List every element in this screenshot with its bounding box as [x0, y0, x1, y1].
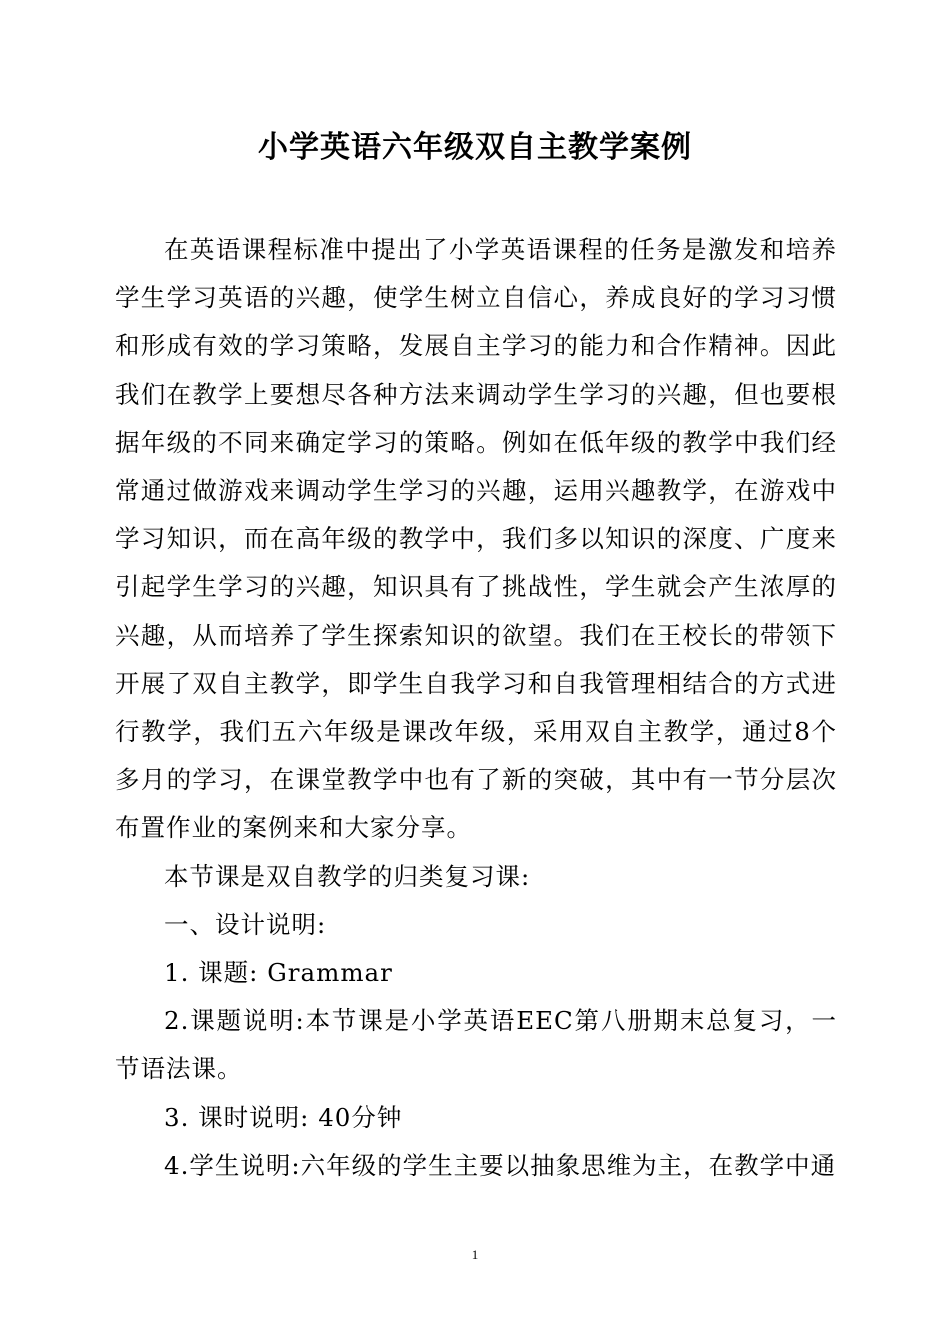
list-item-topic-description: 2.课题说明:本节课是小学英语EEC第八册期末总复习，一节语法课。 [115, 1006, 837, 1084]
section-heading-design: 一、设计说明: [164, 909, 327, 939]
list-item-topic: 1. 课题: Grammar [164, 958, 393, 988]
paragraph-intro: 在英语课程标准中提出了小学英语课程的任务是激发和培养学生学习英语的兴趣，使学生树立自信心，养成良好的学习习惯和形成有效的学习策略，发展自主学习的能力和合作精神。因此我们在教学上要想尽各种方法来调动学生学习的兴趣，但也要根据年级的不同来确定学习的策略。例如在低年级的教学中我们经常通过做游戏来调动学生学习的兴趣，运用兴趣教学，在游戏中学习知识，而在高年级的教学中，我们多以知识的深度、广度来引起学生学习的兴趣，知识具有了挑战性，学生就会产生浓厚的兴趣，从而培养了学生探索知识的欲望。我们在王校长的带领下开展了双自主教学，即学生自我学习和自我管理相结合的方式进行教学，我们五六年级是课改年级，采用双自主教学，通过8个多月的学习，在课堂教学中也有了新的突破，其中有一节分层次布置作业的案例来和大家分享。 [115, 235, 837, 843]
page-number: 1 [471, 1247, 479, 1262]
list-item-students: 4.学生说明:六年级的学生主要以抽象思维为主，在教学中通 [164, 1150, 837, 1180]
list-item-duration: 3. 课时说明: 40分钟 [164, 1102, 403, 1132]
document-title: 小学英语六年级双自主教学案例 [258, 130, 692, 165]
document-body [115, 226, 837, 1190]
paragraph-lesson-type: 本节课是双自教学的归类复习课: [164, 861, 531, 891]
